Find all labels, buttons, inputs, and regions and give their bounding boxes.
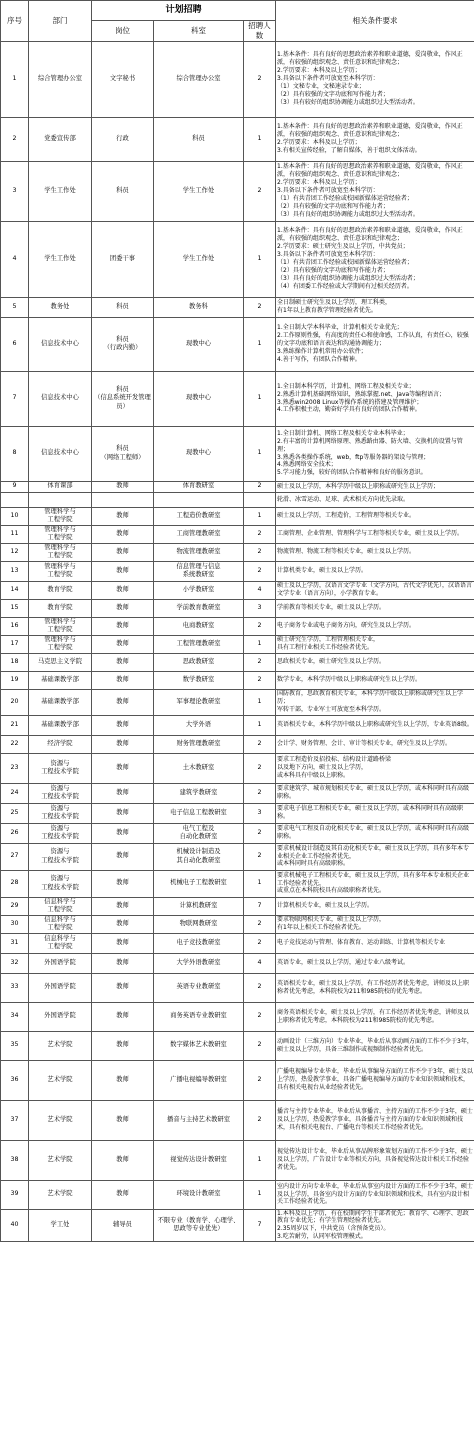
row-office: 财务管理教研室 xyxy=(154,735,244,753)
row-count: 4 xyxy=(244,953,276,973)
row-requirement: 1.基本条件：具有良好的思想政治素养和职业道德，爱岗敬业，作风正派，有较强的组织观念、责任意识和纪律观念； 2.学历要求：硕士研究生及以上学历，中共党员； 3.具备以下条件者可放宽至本科学历： （1）有共青团工作经验或校园新媒体运营经验者； （2）具有较强的文字功底和写作能力者； （3）具有良好的组织协调能力或组织过大型活动者； （4）有团委工作经验或大学期间有过相关经历者。 xyxy=(276,221,474,297)
row-count: 1 xyxy=(244,221,276,297)
row-number: 35 xyxy=(1,1031,29,1060)
row-department: 资源与 工程技术学院 xyxy=(29,823,92,843)
row-requirement: 商务英语相关专业，硕士及以上学历，有工作经历者优先考虑，讲师及以上职称者优先考虑，本科院校为211和985院校的优先考虑。 xyxy=(276,1002,474,1031)
row-position: 教师 xyxy=(92,735,154,753)
row-office: 现教中心 xyxy=(154,317,244,371)
row-position: 教师 xyxy=(92,973,154,1002)
row-department: 信息科学与 工程学院 xyxy=(29,933,92,953)
row-department: 教育学院 xyxy=(29,599,92,617)
row-count: 7 xyxy=(244,1209,276,1242)
row-office: 数字媒体艺术教研室 xyxy=(154,1031,244,1060)
row-number: 37 xyxy=(1,1100,29,1140)
row-office: 信息管理与信息 系统教研室 xyxy=(154,561,244,581)
row-department: 管理科学与 工程学院 xyxy=(29,617,92,635)
table-row xyxy=(1,41,474,117)
row-office: 大学外语教研室 xyxy=(154,953,244,973)
row-position: 教师 xyxy=(92,953,154,973)
table-row xyxy=(1,823,474,843)
row-office: 工程造价教研室 xyxy=(154,507,244,525)
row-requirement: 硕士及以上学历，汉语言文学专业（文学方向，古代文学优先），汉语语言文学专业（语言方向），小学教育专业。 xyxy=(276,581,474,599)
table-row xyxy=(1,715,474,735)
row-department: 艺术学院 xyxy=(29,1100,92,1140)
row-position: 教师 xyxy=(92,803,154,823)
row-requirement: 思政相关专业，硕士研究生及以上学历。 xyxy=(276,653,474,671)
row-department: 信息科学与 工程学院 xyxy=(29,897,92,915)
row-office: 工程管理教研室 xyxy=(154,635,244,653)
table-row xyxy=(1,783,474,803)
table-row xyxy=(1,753,474,783)
row-department: 外国语学院 xyxy=(29,973,92,1002)
row-number: 4 xyxy=(1,221,29,297)
row-department: 学生工作处 xyxy=(29,221,92,297)
row-position: 教师 xyxy=(92,823,154,843)
row-office: 电气工程及 自动化教研室 xyxy=(154,823,244,843)
row-requirement: 全日制硕士研究生及以上学历，理工科类， 有1年以上教育教学管理经验者优先。 xyxy=(276,297,474,317)
row-requirement: 要求机械设计制造及其自动化相关专业，硕士及以上学历，具有多年本专业相关企业工作经验者优先， 或本科同时具有高级职称。 xyxy=(276,843,474,870)
row-number: 25 xyxy=(1,803,29,823)
row-position: 科员 （行政内勤） xyxy=(92,317,154,371)
row-number: 23 xyxy=(1,753,29,783)
row-department: 资源与 工程技术学院 xyxy=(29,783,92,803)
row-position: 科员 xyxy=(92,161,154,221)
header-pos: 岗位 xyxy=(92,21,154,42)
row-number: 3 xyxy=(1,161,29,221)
row-count: 2 xyxy=(244,481,276,492)
row-number: 29 xyxy=(1,897,29,915)
row-count: 2 xyxy=(244,671,276,689)
row-requirement: 轮滑、冰雪运动、足球、武术相关方向优先录取。 xyxy=(276,492,474,507)
row-requirement: 播音与主持专业毕业，毕业后从事播音、主持方面的工作不少于3年，硕士及以上学历，热爱教学事业，具备播音与主持方面的专业知识领域和技术，具有相关电视台、广播电台等相关工作经验者优先。 xyxy=(276,1100,474,1140)
row-position: 教师 xyxy=(92,635,154,653)
table-row xyxy=(1,1209,474,1242)
row-department: 基础课教学部 xyxy=(29,689,92,715)
table-row xyxy=(1,581,474,599)
row-position: 教师 xyxy=(92,897,154,915)
table-row xyxy=(1,617,474,635)
row-requirement: 英语相关专业，本科学历中级以上职称或研究生以上学历，专业英语8级。 xyxy=(276,715,474,735)
table-row xyxy=(1,371,474,426)
row-office: 体育教研室 xyxy=(154,481,244,492)
row-office: 建筑学教研室 xyxy=(154,783,244,803)
table-row xyxy=(1,507,474,525)
row-office: 电子信息工程教研室 xyxy=(154,803,244,823)
table-row xyxy=(1,1002,474,1031)
row-requirement: 电子竞技运动与管理、体育教育、运动训练、计算机等相关专业 xyxy=(276,933,474,953)
row-position: 科员 （网络工程师） xyxy=(92,426,154,481)
table-row xyxy=(1,1100,474,1140)
row-number: 39 xyxy=(1,1180,29,1209)
row-position: 教师 xyxy=(92,783,154,803)
row-requirement: 1.基本条件：具有良好的思想政治素养和职业道德，爱岗敬业，作风正派，有较强的组织观念、责任意识和纪律观念； 2.学历要求：本科及以上学历； 3.具备以下条件者可放宽至本科学历： （1）有共青团工作经验或校园新媒体运营经验者； （2）具有较强的文字功底和写作能力者； （3）具有良好的组织协调能力或组织过大型活动者。 xyxy=(276,161,474,221)
row-office: 科员 xyxy=(154,117,244,161)
row-requirement: 要求机械电子工程相关专业，硕士及以上学历，具有多年本专业相关企业工作经验者优先， 或重点在本科院校具有高级职称者优先。 xyxy=(276,870,474,897)
row-position: 行政 xyxy=(92,117,154,161)
table-row xyxy=(1,653,474,671)
row-number: 16 xyxy=(1,617,29,635)
row-department: 资源与 工程技术学院 xyxy=(29,870,92,897)
row-count: 2 xyxy=(244,1002,276,1031)
row-number: 5 xyxy=(1,297,29,317)
row-office: 视觉传达设计教研室 xyxy=(154,1140,244,1180)
row-office: 电商教研室 xyxy=(154,617,244,635)
row-office: 现教中心 xyxy=(154,371,244,426)
row-position xyxy=(92,492,154,507)
row-number: 40 xyxy=(1,1209,29,1242)
row-position: 教师 xyxy=(92,933,154,953)
row-department: 马克思主义学院 xyxy=(29,653,92,671)
row-requirement: 英语相关专业，硕士及以上学历，有工作经历者优先考虑，讲师及以上职称者优先考虑，本科院校为211和985院校的优先考虑。 xyxy=(276,973,474,1002)
row-office: 机械设计制造及 其自动化教研室 xyxy=(154,843,244,870)
row-office: 小学教研室 xyxy=(154,581,244,599)
row-number: 24 xyxy=(1,783,29,803)
row-requirement: 英语专业，硕士及以上学历，通过专业八级考试。 xyxy=(276,953,474,973)
table-row xyxy=(1,492,474,507)
row-requirement: 物流管理、物流工程等相关专业，硕士及以上学历。 xyxy=(276,543,474,561)
row-office: 英语专业教研室 xyxy=(154,973,244,1002)
row-number: 14 xyxy=(1,581,29,599)
row-office: 播音与主持艺术教研室 xyxy=(154,1100,244,1140)
row-office: 综合管理办公室 xyxy=(154,41,244,117)
row-office: 计算机教研室 xyxy=(154,897,244,915)
row-count: 1 xyxy=(244,317,276,371)
row-requirement: 要求电气工程及自动化相关专业，硕士及以上学历，或本科同时具有高级职称。 xyxy=(276,823,474,843)
table-row xyxy=(1,221,474,297)
row-requirement: 视觉传达设计专业，毕业后从事品牌形象策划方面的工作不少于3年，硕士及以上学历，广告设计专业等相关方向，具备视觉传达设计相关工作经验者优先。 xyxy=(276,1140,474,1180)
table-row xyxy=(1,671,474,689)
row-number: 8 xyxy=(1,426,29,481)
row-office: 学前教育教研室 xyxy=(154,599,244,617)
row-position: 教师 xyxy=(92,543,154,561)
header-no: 序号 xyxy=(1,1,29,42)
table-row xyxy=(1,689,474,715)
row-count: 1 xyxy=(244,426,276,481)
row-count: 2 xyxy=(244,1060,276,1100)
row-requirement: 1.全日制计算机、网络工程及相关专业本科毕业； 2.有丰富的计算机网络原理、熟悉路由器、防火墙、交换机的设置与管理； 3.熟悉各类操作系统，web，ftp等服务器的架设与管理； 4.熟悉网络安全技术； 5.学习能力强，较好的团队合作精神和良好的服务意识。 xyxy=(276,426,474,481)
row-office: 环境设计教研室 xyxy=(154,1180,244,1209)
row-department: 艺术学院 xyxy=(29,1180,92,1209)
row-count: 2 xyxy=(244,843,276,870)
row-department: 信息技术中心 xyxy=(29,317,92,371)
row-number: 21 xyxy=(1,715,29,735)
table-row xyxy=(1,543,474,561)
row-department: 艺术学院 xyxy=(29,1140,92,1180)
row-count: 2 xyxy=(244,41,276,117)
row-count: 3 xyxy=(244,803,276,823)
row-count: 2 xyxy=(244,783,276,803)
row-department: 外国语学院 xyxy=(29,1002,92,1031)
row-office: 物联网教研室 xyxy=(154,915,244,933)
header-office: 科室 xyxy=(154,21,244,42)
row-requirement: 1.基本条件：具有良好的思想政治素养和职业道德，爱岗敬业，作风正派，有较强的组织观念、责任意识和纪律观念； 2.学历要求：本科及以上学历； 3.具备以下条件者可放宽至本科学历： （1）文秘专业，文秘速录专业； （2）具有较强的文字功底和写作能力者； （3）具有较好的组织协调能力或组织过大型活动者。 xyxy=(276,41,474,117)
row-office: 机械电子工程教研室 xyxy=(154,870,244,897)
row-count: 1 xyxy=(244,689,276,715)
table-row xyxy=(1,1140,474,1180)
table-row xyxy=(1,973,474,1002)
row-department: 资源与 工程技术学院 xyxy=(29,843,92,870)
row-department xyxy=(29,492,92,507)
row-department: 信息技术中心 xyxy=(29,426,92,481)
table-row xyxy=(1,561,474,581)
row-count xyxy=(244,492,276,507)
row-office: 现教中心 xyxy=(154,426,244,481)
row-department: 艺术学院 xyxy=(29,1031,92,1060)
row-department: 经济学院 xyxy=(29,735,92,753)
row-office: 广播电视编导教研室 xyxy=(154,1060,244,1100)
row-count: 4 xyxy=(244,581,276,599)
row-department: 教务处 xyxy=(29,297,92,317)
row-position: 教师 xyxy=(92,599,154,617)
row-office: 大学外语 xyxy=(154,715,244,735)
table-row xyxy=(1,297,474,317)
row-count: 2 xyxy=(244,617,276,635)
row-department: 信息科学与 工程学院 xyxy=(29,915,92,933)
row-requirement: 数学专业，本科学历中级以上职称或研究生以上学历。 xyxy=(276,671,474,689)
table-row xyxy=(1,803,474,823)
row-number: 11 xyxy=(1,525,29,543)
row-position: 教师 xyxy=(92,525,154,543)
row-count: 2 xyxy=(244,915,276,933)
row-department: 管理科学与 工程学院 xyxy=(29,525,92,543)
row-count: 1 xyxy=(244,371,276,426)
row-count: 1 xyxy=(244,870,276,897)
table-row xyxy=(1,525,474,543)
row-count: 2 xyxy=(244,973,276,1002)
row-number: 15 xyxy=(1,599,29,617)
row-position: 教师 xyxy=(92,1002,154,1031)
row-number: 18 xyxy=(1,653,29,671)
row-position: 教师 xyxy=(92,507,154,525)
row-position: 科员 xyxy=(92,297,154,317)
row-count: 1 xyxy=(244,635,276,653)
row-requirement: 会计学、财务管理、会计、审计等相关专业，研究生及以上学历。 xyxy=(276,735,474,753)
row-count: 2 xyxy=(244,823,276,843)
row-count: 2 xyxy=(244,735,276,753)
row-department: 党委宣传部 xyxy=(29,117,92,161)
row-requirement: 国防教育，思政教育相关专业，本科学历中级以上职称或研究生以上学历； 军转干部，专业军士可放宽至本科学历。 xyxy=(276,689,474,715)
row-requirement: 要求物联网相关专业，硕士及以上学历， 有1年以上相关工作经验者优先。 xyxy=(276,915,474,933)
row-number: 30 xyxy=(1,915,29,933)
row-office: 数学教研室 xyxy=(154,671,244,689)
row-number: 2 xyxy=(1,117,29,161)
row-number: 33 xyxy=(1,973,29,1002)
row-position: 科员 （信息系统开发管理员） xyxy=(92,371,154,426)
row-requirement: 计算机类专业，硕士及以上学历。 xyxy=(276,561,474,581)
table-row xyxy=(1,599,474,617)
row-count: 1 xyxy=(244,1140,276,1180)
row-department: 管理科学与 工程学院 xyxy=(29,543,92,561)
row-requirement: 1.全日制大学本科毕业，计算机相关专业优先； 2.工作原则性强，有高度的责任心和使命感，工作认真，有责任心，较强的文字功底和语言表达和沟通协调能力； 3.熟练操作计算机常用办公软件； 4.善于写作，有团队合作精神。 xyxy=(276,317,474,371)
row-number: 22 xyxy=(1,735,29,753)
row-department: 基础课教学部 xyxy=(29,671,92,689)
row-position: 教师 xyxy=(92,1140,154,1180)
row-count: 2 xyxy=(244,161,276,221)
row-number: 38 xyxy=(1,1140,29,1180)
row-position: 教师 xyxy=(92,870,154,897)
row-number: 27 xyxy=(1,843,29,870)
row-requirement: 室内设计方向专业毕业，毕业后从事室内设计方面的工作不少于3年，硕士及以上学历，具备室内设计方面的专业知识领域和技术，具有室内设计相关工作经验者优先。 xyxy=(276,1180,474,1209)
row-position: 教师 xyxy=(92,1031,154,1060)
row-number: 20 xyxy=(1,689,29,715)
table-row xyxy=(1,843,474,870)
header-dept: 部门 xyxy=(29,1,92,42)
table-row xyxy=(1,161,474,221)
row-position: 教师 xyxy=(92,843,154,870)
table-row xyxy=(1,953,474,973)
row-number: 6 xyxy=(1,317,29,371)
row-requirement: 硕士研究生学历，工程管理相关专业， 具有工程行业相关工作经验者优先。 xyxy=(276,635,474,653)
row-department: 学生工作处 xyxy=(29,161,92,221)
row-number: 13 xyxy=(1,561,29,581)
row-office: 商务英语专业教研室 xyxy=(154,1002,244,1031)
row-count: 2 xyxy=(244,297,276,317)
header-req: 相关条件要求 xyxy=(276,1,474,42)
table-row xyxy=(1,1060,474,1100)
row-office: 教务科 xyxy=(154,297,244,317)
row-count: 2 xyxy=(244,653,276,671)
row-position: 教师 xyxy=(92,715,154,735)
row-position: 教师 xyxy=(92,1060,154,1100)
table-row xyxy=(1,1180,474,1209)
row-count: 2 xyxy=(244,525,276,543)
row-count: 2 xyxy=(244,753,276,783)
row-requirement: 要求电子信息工程相关专业，硕士及以上学历，或本科同时具有高级职称。 xyxy=(276,803,474,823)
table-row xyxy=(1,635,474,653)
row-requirement: 工商管理、企业管理、管理科学与工程等相关专业，硕士及以上学历。 xyxy=(276,525,474,543)
row-requirement: 要求建筑学、城市规划相关专业，硕士及以上学历，或本科同时具有高级职称。 xyxy=(276,783,474,803)
header-count: 招聘人数 xyxy=(244,21,276,42)
row-number: 26 xyxy=(1,823,29,843)
row-position: 辅导员 xyxy=(92,1209,154,1242)
row-position: 教师 xyxy=(92,561,154,581)
row-number: 31 xyxy=(1,933,29,953)
row-count: 2 xyxy=(244,933,276,953)
row-department: 基础课教学部 xyxy=(29,715,92,735)
table-row xyxy=(1,897,474,915)
row-position: 文字秘书 xyxy=(92,41,154,117)
row-position: 教师 xyxy=(92,1100,154,1140)
row-office: 物流管理教研室 xyxy=(154,543,244,561)
row-department: 外国语学院 xyxy=(29,953,92,973)
row-office: 学生工作处 xyxy=(154,161,244,221)
row-count: 1 xyxy=(244,507,276,525)
table-row xyxy=(1,915,474,933)
row-requirement: 1.本科及以上学历，有在校期间学生干部者优先；教育学、心理学、思政教育专业优先；有学生管理经验者优先。 2.35周岁以下，中共党员（含预备党员）。 3.吃苦耐劳，认同军校管理模式。 xyxy=(276,1209,474,1242)
row-number: 32 xyxy=(1,953,29,973)
row-requirement: 1.全日制本科学历，计算机、网络工程及相关专业； 2.熟悉计算机基础网络知识，熟练掌握.net、Java等编程语言； 3.熟悉win2008 Linux等操作系统的搭建及管理维护； 4.工作积极主动，勤奋好学具有良好的团队合作精神。 xyxy=(276,371,474,426)
row-requirement: 1.基本条件：具有良好的思想政治素养和职业道德，爱岗敬业，作风正派，有较强的组织观念、责任意识和纪律观念； 2.学历要求：本科及以上学历； 3.有相关宣传经验，了解自媒体，善于组织文体活动。 xyxy=(276,117,474,161)
row-position: 团委干事 xyxy=(92,221,154,297)
row-position: 教师 xyxy=(92,671,154,689)
row-position: 教师 xyxy=(92,689,154,715)
row-position: 教师 xyxy=(92,581,154,599)
row-position: 教师 xyxy=(92,653,154,671)
table-row xyxy=(1,317,474,371)
table-row xyxy=(1,1031,474,1060)
table-row xyxy=(1,426,474,481)
row-position: 教师 xyxy=(92,481,154,492)
row-requirement: 硕士及以上学历，本科学历中级以上职称或研究生以上学历； xyxy=(276,481,474,492)
row-count: 1 xyxy=(244,117,276,161)
row-department: 资源与 工程技术学院 xyxy=(29,753,92,783)
row-department: 艺术学院 xyxy=(29,1060,92,1100)
row-office: 不限专业（教育学、心理学、思政等专业优先） xyxy=(154,1209,244,1242)
header-plan: 计划招聘 xyxy=(92,1,276,21)
row-count: 2 xyxy=(244,543,276,561)
row-office: 军事理论教研室 xyxy=(154,689,244,715)
row-count: 1 xyxy=(244,1180,276,1209)
row-office: 学生工作处 xyxy=(154,221,244,297)
row-requirement: 广播电视编导专业毕业，毕业后从事编导方面的工作不少于3年，硕士及以上学历，热爱教学事业，具备广播电视编导方面的专业知识领域和技术，具有相关电视台从业经验者优先。 xyxy=(276,1060,474,1100)
row-office: 电子竞技教研室 xyxy=(154,933,244,953)
table-row xyxy=(1,870,474,897)
row-requirement: 电子商务专业或电子商务方向，研究生及以上学历。 xyxy=(276,617,474,635)
row-number: 12 xyxy=(1,543,29,561)
table-row xyxy=(1,735,474,753)
row-department: 管理科学与 工程学院 xyxy=(29,507,92,525)
row-number: 28 xyxy=(1,870,29,897)
row-position: 教师 xyxy=(92,753,154,783)
table-row xyxy=(1,117,474,161)
row-count: 2 xyxy=(244,1031,276,1060)
table-row xyxy=(1,481,474,492)
row-number: 9 xyxy=(1,481,29,492)
row-position: 教师 xyxy=(92,617,154,635)
row-office xyxy=(154,492,244,507)
row-count: 2 xyxy=(244,561,276,581)
row-requirement: 硕士及以上学历，工程造价，工程管理等相关专业。 xyxy=(276,507,474,525)
row-position: 教师 xyxy=(92,1180,154,1209)
row-number: 34 xyxy=(1,1002,29,1031)
row-department: 综合管理办公室 xyxy=(29,41,92,117)
row-department: 管理科学与 工程学院 xyxy=(29,561,92,581)
row-department: 信息技术中心 xyxy=(29,371,92,426)
row-count: 7 xyxy=(244,897,276,915)
row-office: 土木教研室 xyxy=(154,753,244,783)
row-department: 学工处 xyxy=(29,1209,92,1242)
row-count: 1 xyxy=(244,715,276,735)
row-department: 管理科学与 工程学院 xyxy=(29,635,92,653)
row-requirement: 动画设计（三维方向）专业毕业，毕业后从事动画方面的工作不少于3年，硕士及以上学历，具备三维制作或视频制作经验者优先。 xyxy=(276,1031,474,1060)
row-requirement: 学前教育等相关专业，硕士及以上学历。 xyxy=(276,599,474,617)
row-number: 36 xyxy=(1,1060,29,1100)
row-count: 2 xyxy=(244,1100,276,1140)
row-position: 教师 xyxy=(92,915,154,933)
row-number: 7 xyxy=(1,371,29,426)
row-number: 19 xyxy=(1,671,29,689)
row-requirement: 要求工程造价及招投标、结构设计道路桥梁 以及地下方向，硕士及以上学历， 或本科具有中级以上职称。 xyxy=(276,753,474,783)
row-number: 10 xyxy=(1,507,29,525)
row-office: 思政教研室 xyxy=(154,653,244,671)
table-row xyxy=(1,933,474,953)
row-department: 体育课部 xyxy=(29,481,92,492)
row-office: 工商管理教研室 xyxy=(154,525,244,543)
row-department: 教育学院 xyxy=(29,581,92,599)
row-department: 资源与 工程技术学院 xyxy=(29,803,92,823)
row-number: 1 xyxy=(1,41,29,117)
row-number: 17 xyxy=(1,635,29,653)
row-count: 3 xyxy=(244,599,276,617)
row-number xyxy=(1,492,29,507)
row-requirement: 计算机相关专业，硕士及以上学历。 xyxy=(276,897,474,915)
